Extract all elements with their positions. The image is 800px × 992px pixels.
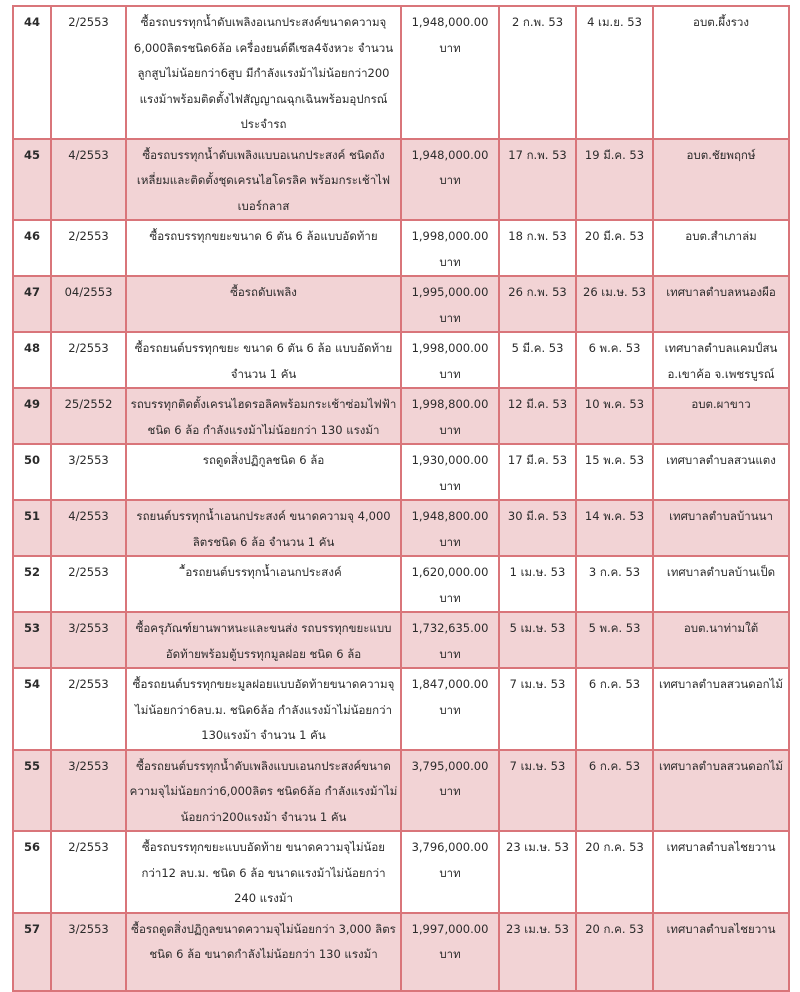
amount-value: 3,795,000.00	[411, 758, 489, 773]
amount-unit: บาท	[439, 784, 461, 798]
item-description: รถยนต์บรรทุกน้ำเอนกประสงค์ ขนาดความจุ 4,000 ลิตรชนิด 6 ล้อ จำนวน 1 คัน	[126, 500, 401, 556]
row-number: 50	[13, 444, 51, 500]
contract-number: 3/2553	[51, 913, 126, 991]
row-number: 51	[13, 500, 51, 556]
contract-date: 5 เม.ษ. 53	[499, 612, 576, 668]
contract-date: 18 ก.พ. 53	[499, 220, 576, 276]
row-number: 49	[13, 388, 51, 444]
item-description: ซื้อรถดับเพลิง	[126, 276, 401, 332]
agency-name: อบต.สำเภาล่ม	[653, 220, 789, 276]
item-description: ซื้อรถยนต์บรรทุกน้ำดับเพลิงแบบเอนกประสงค์ขนาดความจุไม่น้อยกว่า6,000ลิตร ชนิด6ล้อ กำลังแรงม้าไม่น้อยกว่า200แรงม้า จำนวน 1 คัน	[126, 750, 401, 832]
item-description: ซื้อรถบรรทุกขยะขนาด 6 ตัน 6 ล้อแบบอัดท้าย	[126, 220, 401, 276]
amount-value: 1,948,000.00	[411, 147, 489, 162]
procurement-table	[12, 5, 790, 992]
row-number: 45	[13, 139, 51, 221]
table-row	[13, 220, 789, 276]
row-number: 55	[13, 750, 51, 832]
item-description: รถบรรทุกติดตั้งเครนไฮดรอลิคพร้อมกระเช้าซ่อมไฟฟ้า ชนิด 6 ล้อ กำลังแรงม้าไม่น้อยกว่า 130 แรงม้า	[126, 388, 401, 444]
contract-amount	[401, 220, 499, 276]
contract-amount	[401, 612, 499, 668]
delivery-date: 20 ก.ค. 53	[576, 913, 653, 991]
contract-number: 2/2553	[51, 831, 126, 913]
amount-unit: บาท	[439, 40, 461, 55]
table-row	[13, 276, 789, 332]
amount-unit: บาท	[439, 947, 461, 961]
contract-number: 2/2553	[51, 668, 126, 750]
amount-unit: บาท	[439, 534, 461, 549]
contract-number: 2/2553	[51, 556, 126, 612]
table-row	[13, 444, 789, 500]
amount-unit: บาท	[439, 646, 461, 661]
delivery-date: 14 พ.ค. 53	[576, 500, 653, 556]
row-number: 57	[13, 913, 51, 991]
contract-number: 2/2553	[51, 220, 126, 276]
delivery-date: 4 เม.ย. 53	[576, 6, 653, 139]
item-description: ื้อรถยนต์บรรทุกน้ำเอนกประสงค์	[126, 556, 401, 612]
row-number: 54	[13, 668, 51, 750]
contract-date: 2 ก.พ. 53	[499, 6, 576, 139]
amount-unit: บาท	[439, 865, 461, 880]
row-number: 53	[13, 612, 51, 668]
table-row	[13, 612, 789, 668]
contract-date: 23 เม.ษ. 53	[499, 831, 576, 913]
contract-number: 25/2552	[51, 388, 126, 444]
item-description: ซื้อครุภัณฑ์ยานพาหนะและขนส่ง รถบรรทุกขยะแบบอัดท้ายพร้อมตู้บรรทุกมูลฝอย ชนิด 6 ล้อ	[126, 612, 401, 668]
amount-value: 1,995,000.00	[411, 285, 489, 299]
contract-number: 3/2553	[51, 750, 126, 832]
contract-date: 7 เม.ษ. 53	[499, 750, 576, 832]
delivery-date: 19 มี.ค. 53	[576, 139, 653, 221]
table-row	[13, 913, 789, 991]
contract-number: 4/2553	[51, 500, 126, 556]
amount-unit: บาท	[439, 702, 461, 717]
contract-date: 23 เม.ษ. 53	[499, 913, 576, 991]
contract-date: 12 มี.ค. 53	[499, 388, 576, 444]
table-body	[13, 6, 789, 991]
amount-unit: บาท	[439, 590, 461, 605]
contract-number: 4/2553	[51, 139, 126, 221]
contract-number: 04/2553	[51, 276, 126, 332]
contract-date: 17 มี.ค. 53	[499, 444, 576, 500]
amount-value: 1,998,000.00	[411, 229, 489, 243]
table-row	[13, 668, 789, 750]
contract-amount	[401, 750, 499, 832]
delivery-date: 15 พ.ค. 53	[576, 444, 653, 500]
contract-amount	[401, 276, 499, 332]
delivery-date: 6 ก.ค. 53	[576, 668, 653, 750]
amount-unit: บาท	[439, 422, 461, 437]
contract-amount	[401, 831, 499, 913]
table-row	[13, 556, 789, 612]
amount-value: 3,796,000.00	[411, 840, 489, 854]
contract-amount	[401, 444, 499, 500]
delivery-date: 5 พ.ค. 53	[576, 612, 653, 668]
agency-name: อบต.ผึ้งรวง	[653, 6, 789, 139]
item-description: ซื้อรถยนต์บรรทุกขยะมูลฝอยแบบอัดท้ายขนาดความจุไม่น้อยกว่า6ลบ.ม. ชนิด6ล้อ กำลังแรงม้าไม่น้อยกว่า 130แรงม้า จำนวน 1 คัน	[126, 668, 401, 750]
agency-name: เทศบาลตำบลบ้านเป็ด	[653, 556, 789, 612]
contract-amount	[401, 500, 499, 556]
delivery-date: 6 พ.ค. 53	[576, 332, 653, 388]
contract-date: 7 เม.ษ. 53	[499, 668, 576, 750]
table-row	[13, 388, 789, 444]
item-description: ซื้อรถยนต์บรรทุกขยะ ขนาด 6 ตัน 6 ล้อ แบบอัดท้าย จำนวน 1 คัน	[126, 332, 401, 388]
contract-date: 30 มี.ค. 53	[499, 500, 576, 556]
table-row	[13, 500, 789, 556]
contract-amount	[401, 668, 499, 750]
agency-name: เทศบาลตำบลไชยวาน	[653, 831, 789, 913]
amount-value: 1,732,635.00	[411, 621, 489, 635]
row-number: 46	[13, 220, 51, 276]
item-description: ซื้อรถบรรทุกขยะแบบอัดท้าย ขนาดความจุไม่น้อยกว่า12 ลบ.ม. ชนิด 6 ล้อ ขนาดแรงม้าไม่น้อยกว่า 240 แรงม้า	[126, 831, 401, 913]
contract-date: 17 ก.พ. 53	[499, 139, 576, 221]
contract-number: 3/2553	[51, 444, 126, 500]
agency-name: เทศบาลตำบลไชยวาน	[653, 913, 789, 991]
contract-amount	[401, 6, 499, 139]
contract-number: 3/2553	[51, 612, 126, 668]
item-description: ซื้อรถบรรทุกน้ำดับเพลิงอเนกประสงค์ขนาดความจุ 6,000ลิตรชนิด6ล้อ เครื่องยนต์ดีเซล4จังหวะ จำนวนลูกสูบไม่น้อยกว่า6สูบ มีกำลังแรงม้าไม่น้อยกว่า200 แรงม้าพร้อมติดตั้งไฟสัญญาณฉุกเฉินพร้อมอุปกรณ์ประจำรถ	[126, 6, 401, 139]
amount-unit: บาท	[439, 173, 461, 187]
contract-date: 5 มี.ค. 53	[499, 332, 576, 388]
contract-number: 2/2553	[51, 332, 126, 388]
contract-amount	[401, 332, 499, 388]
table-row	[13, 831, 789, 913]
contract-amount	[401, 139, 499, 221]
amount-value: 1,948,800.00	[411, 509, 489, 523]
table-row	[13, 332, 789, 388]
delivery-date: 10 พ.ค. 53	[576, 388, 653, 444]
row-number: 47	[13, 276, 51, 332]
row-number: 44	[13, 6, 51, 139]
agency-name: เทศบาลตำบลสวนดอกไม้	[653, 750, 789, 832]
amount-value: 1,620,000.00	[411, 565, 489, 579]
item-description: ซื้อรถบรรทุกน้ำดับเพลิงแบบอเนกประสงค์ ชนิดถังเหลี่ยมและติดตั้งชุดเครนไฮโดรลิค พร้อมกระเช้าไฟเบอร์กลาส	[126, 139, 401, 221]
row-number: 56	[13, 831, 51, 913]
table-row	[13, 6, 789, 139]
amount-unit: บาท	[439, 478, 461, 493]
delivery-date: 3 ก.ค. 53	[576, 556, 653, 612]
row-number: 48	[13, 332, 51, 388]
table-row	[13, 750, 789, 832]
amount-value: 1,847,000.00	[411, 677, 489, 691]
amount-value: 1,997,000.00	[411, 921, 489, 936]
agency-name: เทศบาลตำบลแคมป์สน อ.เขาค้อ จ.เพชรบูรณ์	[653, 332, 789, 388]
agency-name: เทศบาลตำบลสวนดอกไม้	[653, 668, 789, 750]
agency-name: เทศบาลตำบลสวนแตง	[653, 444, 789, 500]
agency-name: อบต.ผาขาว	[653, 388, 789, 444]
agency-name: เทศบาลตำบลหนองผือ	[653, 276, 789, 332]
delivery-date: 26 เม.ษ. 53	[576, 276, 653, 332]
amount-value: 1,998,000.00	[411, 341, 489, 355]
amount-unit: บาท	[439, 310, 461, 325]
contract-amount	[401, 556, 499, 612]
contract-number: 2/2553	[51, 6, 126, 139]
table-row	[13, 139, 789, 221]
amount-unit: บาท	[439, 366, 461, 381]
agency-name: เทศบาลตำบลบ้านนา	[653, 500, 789, 556]
item-description: รถดูดสิ่งปฏิกูลชนิด 6 ล้อ	[126, 444, 401, 500]
amount-unit: บาท	[439, 254, 461, 269]
row-number: 52	[13, 556, 51, 612]
contract-date: 26 ก.พ. 53	[499, 276, 576, 332]
contract-date: 1 เม.ษ. 53	[499, 556, 576, 612]
contract-amount	[401, 913, 499, 991]
amount-value: 1,998,800.00	[411, 397, 489, 411]
amount-value: 1,948,000.00	[411, 15, 489, 29]
delivery-date: 20 ก.ค. 53	[576, 831, 653, 913]
agency-name: อบต.นาท่ามใต้	[653, 612, 789, 668]
delivery-date: 6 ก.ค. 53	[576, 750, 653, 832]
item-description: ซื้อรถดูดสิ่งปฏิกูลขนาดความจุไม่น้อยกว่า 3,000 ลิตร ชนิด 6 ล้อ ขนาดกำลังไม่น้อยกว่า 130 แรงม้า	[126, 913, 401, 991]
agency-name: อบต.ชัยพฤกษ์	[653, 139, 789, 221]
contract-amount	[401, 388, 499, 444]
delivery-date: 20 มี.ค. 53	[576, 220, 653, 276]
amount-value: 1,930,000.00	[411, 453, 489, 467]
